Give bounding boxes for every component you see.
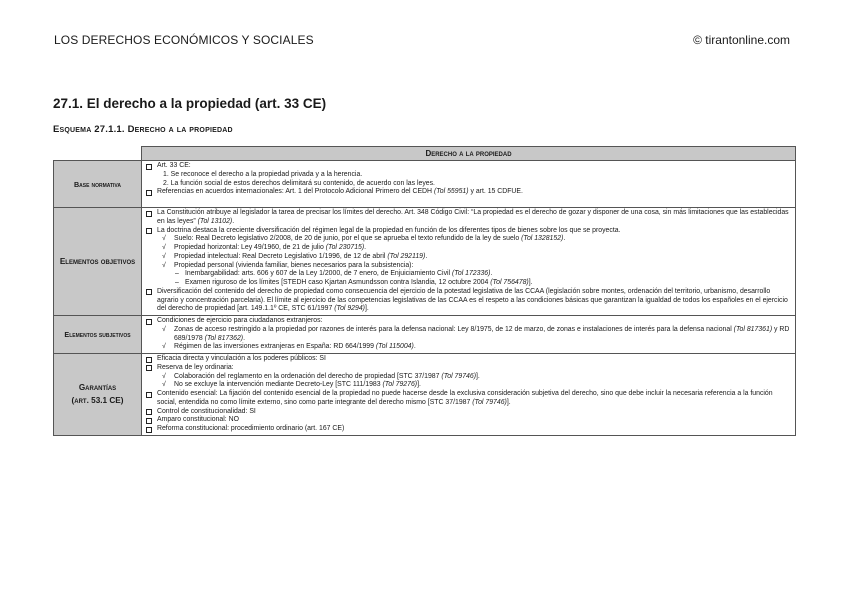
tol-reference[interactable]: (Tol 79746) xyxy=(441,372,477,380)
dash-item: – Examen riguroso de los límites [STEDH caso Kjartan Asmundsson contra Islandia, 12 octubre 2004 (Tol 756478)]. xyxy=(157,279,792,288)
tol-reference[interactable]: (Tol 230715) xyxy=(325,244,365,251)
list-item: Referencias en acuerdos internacionales: Art. 1 del Protocolo Adicional Primero del CEDH (Tol 55951) y art. 15 CDFUE. xyxy=(145,188,792,197)
copyright-notice: © tirantonline.com xyxy=(693,33,790,47)
tol-reference[interactable]: (Tol 79746) xyxy=(472,398,507,406)
check-item: √ Régimen de las inversiones extranjeras en España: RD 664/1999 (Tol 115004). xyxy=(162,343,416,351)
list-item: Reserva de ley ordinaria: √ Colaboración del reglamento en la ordenación del derecho de propiedad [STC 37/1987 (Tol 79746)]. √ No se excluye la intervención mediante Decreto-Ley [STC 111/1983 (Tol 79276)]. xyxy=(145,364,792,390)
list-item: Art. 33 CE: 1. Se reconoce el derecho a la propiedad privada y a la herencia. 2. La función social de estos derechos delimitará su contenido, de acuerdo con las leyes. xyxy=(145,162,792,188)
row-content xyxy=(142,208,796,316)
row-label: Garantías (art. 53.1 CE) xyxy=(54,354,142,436)
tol-reference[interactable]: (Tol 1328152) xyxy=(521,235,564,243)
row-label: Base normativa xyxy=(54,161,142,208)
tol-reference[interactable]: (Tol 756478) xyxy=(490,279,529,286)
table-row xyxy=(54,208,796,316)
running-header xyxy=(54,33,790,49)
running-header-title: LOS DERECHOS ECONÓMICOS Y SOCIALES xyxy=(54,33,314,47)
list-item: Diversificación del contenido del derecho de propiedad como consecuencia del ejercicio de la potestad legislativa de las CCAA (legislación sobre montes, ordenación del territorio, urbanismo, desarrollo agrario y concentración parcelaria). El límite al ejercicio de las competencias legislativas de las CCAA es el respeto a las condiciones básicas que garantizan la igualdad de todos los españoles en el ejercicio del derecho de propiedad [art. 149.1.1º CE, STC 61/1997 (Tol 9294)]. xyxy=(145,288,792,314)
tol-reference[interactable]: (Tol 115004) xyxy=(375,343,414,351)
row-label: Elementos objetivos xyxy=(54,208,142,316)
check-mark-icon: √ xyxy=(162,325,166,333)
list-item: Condiciones de ejercicio para ciudadanos extranjeros: √ Zonas de acceso restringido a la propiedad por razones de interés para la defensa nacional: Ley 8/1975, de 12 de marzo, de zonas e instalaciones de interés para la defensa nacional (Tol 817361) y RD 689/1978 (Tol 817362). √ Régimen de las inversiones extranjeras en España: RD 664/1999 (Tol 115004). xyxy=(145,317,792,352)
row-label-article: (art. 53.1 CE) xyxy=(71,396,124,406)
row-content xyxy=(142,354,796,436)
list-item: Eficacia directa y vinculación a los poderes públicos: SI xyxy=(145,355,792,364)
tol-reference[interactable]: (Tol 79276) xyxy=(382,381,418,389)
check-mark-icon: √ xyxy=(162,244,166,251)
check-item: √ Colaboración del reglamento en la ordenación del derecho de propiedad [STC 37/1987 (Tol 79746)]. xyxy=(162,372,480,380)
tol-reference[interactable]: (Tol 9294) xyxy=(334,305,365,313)
table-row xyxy=(54,316,796,354)
check-mark-icon: √ xyxy=(162,372,166,380)
table-row xyxy=(54,354,796,436)
scheme-title: Esquema 27.1.1. Derecho a la propiedad xyxy=(53,124,233,135)
tol-reference[interactable]: (Tol 817361) xyxy=(733,325,773,333)
tol-reference[interactable]: (Tol 817362) xyxy=(204,334,244,342)
table-header: Derecho a la propiedad xyxy=(142,147,796,161)
check-item: √ No se excluye la intervención mediante Decreto-Ley [STC 111/1983 (Tol 79276)]. xyxy=(162,381,421,389)
check-mark-icon: √ xyxy=(162,381,166,389)
check-mark-icon: √ xyxy=(162,343,166,351)
list-item: Reforma constitucional: procedimiento ordinario (art. 167 CE) xyxy=(145,425,792,434)
check-mark-icon: √ xyxy=(162,235,166,243)
row-content xyxy=(142,161,796,208)
table-row xyxy=(54,161,796,208)
tol-reference[interactable]: (Tol 172336) xyxy=(452,270,491,278)
list-item: Control de constitucionalidad: SI xyxy=(145,408,792,417)
scheme-table xyxy=(53,146,796,436)
check-item: √ Suelo: Real Decreto legislativo 2/2008, de 20 de junio, por el que se aprueba el texto refundido de la ley de suelo (Tol 1328152). xyxy=(162,235,566,243)
check-mark-icon: √ xyxy=(162,261,166,269)
row-label: Elementos subjetivos xyxy=(54,316,142,354)
list-item: La Constitución atribuye al legislador la tarea de precisar los límites del derecho. Art. 348 Código Civil: “La propiedad es el derecho de gozar y disponer de una cosa, sin más limitaciones que las establecidas en las leyes” (Tol 13102). xyxy=(145,209,792,227)
list-item: Amparo constitucional: NO xyxy=(145,416,792,425)
check-item: √ Propiedad horizontal: Ley 49/1960, de 21 de julio (Tol 230715). xyxy=(162,244,367,251)
tol-reference[interactable]: (Tol 292119) xyxy=(387,252,426,260)
section-title: 27.1. El derecho a la propiedad (art. 33 CE) xyxy=(53,96,327,111)
list-item: La doctrina destaca la creciente diversificación del régimen legal de la propiedad en función de los diferentes tipos de bienes sobre los que se proyecta. √ Suelo: Real Decreto legislativo 2/2008, de 20 de junio, por el que se aprueba el texto refundido de la ley de suelo (Tol 1328152). √ Propiedad horizontal: Ley 49/1960, de 21 de julio (Tol 230715). √ Propiedad intelectual: Real Decreto Legislativo 1/1996, de 12 de abril (Tol 292119). √ Propiedad personal (vivienda familiar, bienes necesarios para la subsistencia): – Inembargabilidad: arts. 606 y 607 de la Ley 1/2000, de 7 enero, de Enjuiciamiento Civil (Tol 172336). – Examen riguroso de los límites [STEDH caso Kjartan Asmundsson contra Islandia, 12 octubre 2004 (Tol 756478)]. xyxy=(145,227,792,288)
tol-reference[interactable]: (Tol 13102) xyxy=(197,217,233,225)
row-content xyxy=(142,316,796,354)
check-mark-icon: √ xyxy=(162,252,166,260)
check-item: √ Zonas de acceso restringido a la propiedad por razones de interés para la defensa nacional: Ley 8/1975, de 12 de marzo, de zonas e instalaciones de interés para la defensa nacional (Tol 817361) y RD 689/1978 (Tol 817362). xyxy=(162,325,790,342)
list-item: Contenido esencial: La fijación del contenido esencial de la propiedad no puede hacerse desde la exclusiva consideración subjetiva del derecho, sino que debe incluir la necesaria referencia a la función social, entendida no como límite externo, sino como parte integrante del derecho mismo [STC 37/1987 (Tol 79746)]. xyxy=(145,390,792,408)
tol-reference[interactable]: (Tol 55951) xyxy=(433,188,469,196)
check-item: √ Propiedad personal (vivienda familiar, bienes necesarios para la subsistencia): xyxy=(162,261,414,269)
check-item: √ Propiedad intelectual: Real Decreto Legislativo 1/1996, de 12 de abril (Tol 292119). xyxy=(162,252,428,260)
dash-item: – Inembargabilidad: arts. 606 y 607 de la Ley 1/2000, de 7 enero, de Enjuiciamiento Civil (Tol 172336). xyxy=(157,270,792,279)
